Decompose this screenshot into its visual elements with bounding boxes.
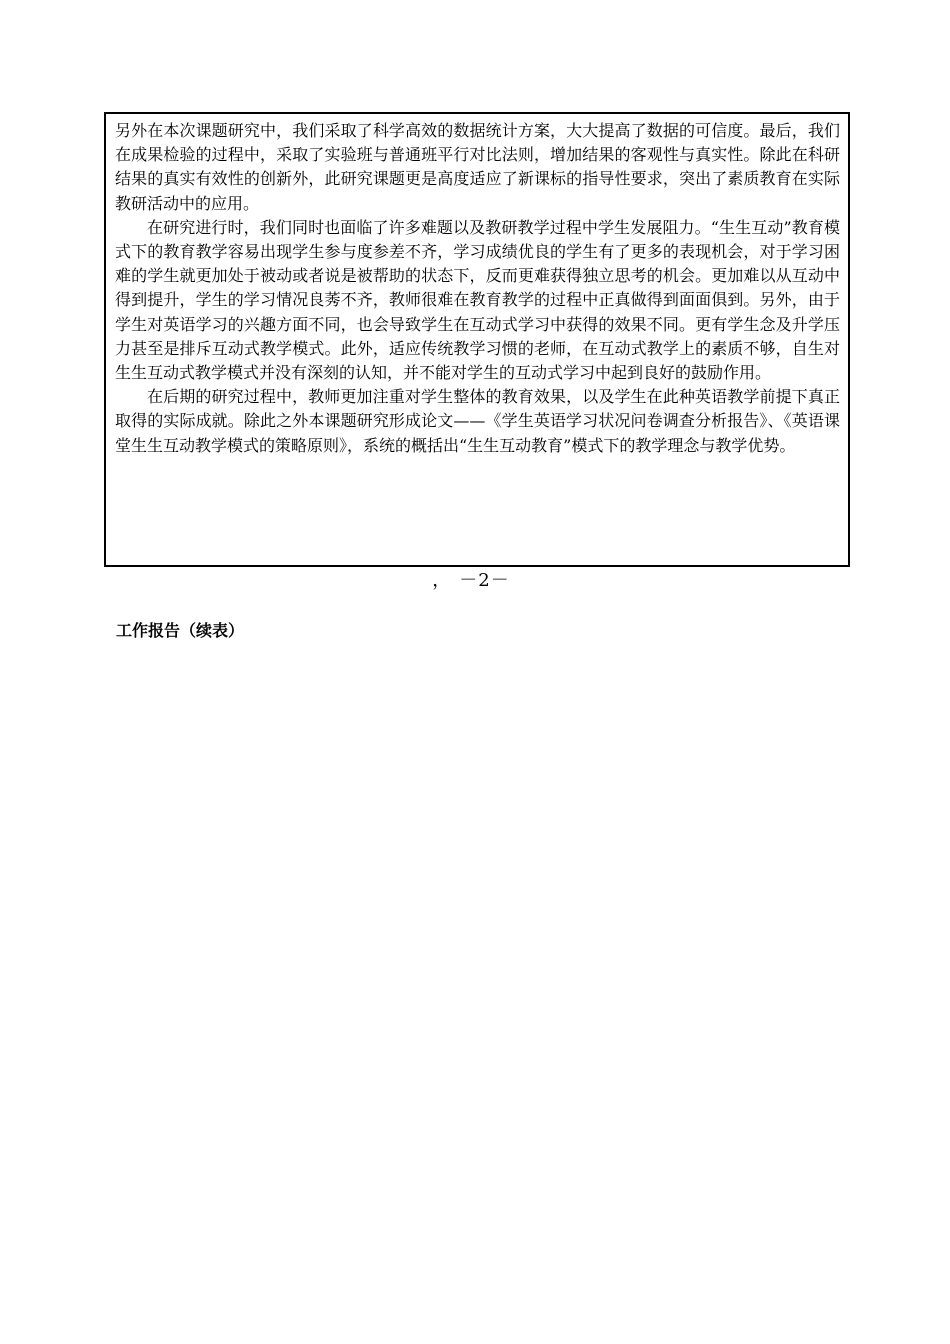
page-number-comma: ， bbox=[432, 570, 452, 591]
section-heading: 工作报告（续表） bbox=[116, 621, 245, 640]
report-paragraph-3: 在后期的研究过程中，教师更加注重对学生整体的教育效果，以及学生在此种英语教学前提下真正取得的实际成就。除此之外本课题研究形成论文——《学生英语学习状况问卷调查分析报告》、《英语课堂生生互动教学模式的策略原则》，系统的概括出“生生互动教育”模式下的教学理念与教学优势。 bbox=[115, 387, 840, 455]
page-number-text: －2－ bbox=[459, 570, 510, 591]
report-table-cell bbox=[104, 112, 850, 567]
page-number bbox=[0, 569, 950, 593]
report-paragraph-2: 在研究进行时，我们同时也面临了许多难题以及教研教学过程中学生发展阻力。“生生互动”教育模式下的教育教学容易出现学生参与度参差不齐，学习成绩优良的学生有了更多的表现机会，对于学习困难的学生就更加处于被动或者说是被帮助的状态下，反而更难获得独立思考的机会。更加难以从互动中得到提升，学生的学习情况良莠不齐，教师很难在教育教学的过程中正真做得到面面俱到。另外，由于学生对英语学习的兴趣方面不同，也会导致学生在互动式学习中获得的效果不同。更有学生念及升学压力甚至是排斥互动式教学模式。此外，适应传统教学习惯的老师，在互动式教学上的素质不够，自生对生生互动式教学模式并没有深刻的认知，并不能对学生的互动式学习中起到良好的鼓励作用。 bbox=[115, 217, 840, 383]
report-paragraph-1: 另外在本次课题研究中，我们采取了科学高效的数据统计方案，大大提高了数据的可信度。最后，我们在成果检验的过程中，采取了实验班与普通班平行对比法则，增加结果的客观性与真实性。除此在科研结果的真实有效性的创新外，此研究课题更是高度适应了新课标的指导性要求，突出了素质教育在实际教研活动中的应用。 bbox=[115, 121, 840, 213]
